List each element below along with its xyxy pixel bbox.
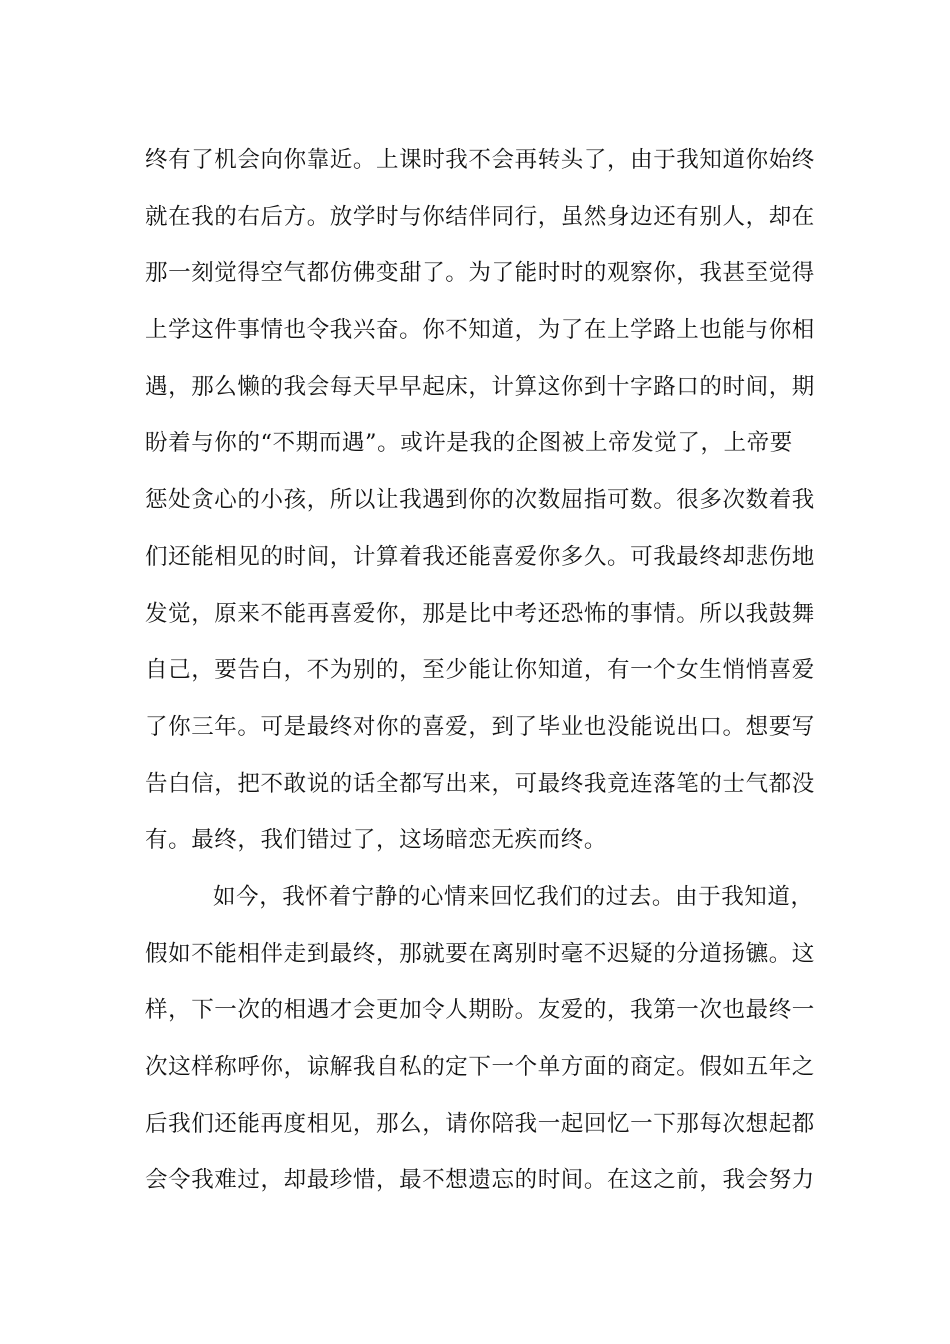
body-text bbox=[145, 132, 815, 1209]
text-line: 终有了机会向你靠近。上课时我不会再转头了，由于我知道你始终 bbox=[145, 147, 815, 173]
text-line: 上学这件事情也令我兴奋。你不知道，为了在上学路上也能与你相 bbox=[145, 317, 815, 344]
text-line: 有。最终，我们错过了，这场暗恋无疾而终。 bbox=[145, 827, 608, 854]
paragraph-start-line: 如今，我怀着宁静的心情来回忆我们的过去。由于我知道， bbox=[213, 883, 814, 910]
text-line: 样，下一次的相遇才会更加令人期盼。友爱的，我第一次也最终一 bbox=[145, 997, 815, 1024]
text-line: 告白信，把不敢说的话全都写出来，可最终我竟连落笔的士气都没 bbox=[145, 770, 815, 797]
text-line: 了你三年。可是最终对你的喜爱，到了毕业也没能说出口。想要写 bbox=[145, 713, 815, 740]
text-line: 就在我的右后方。放学时与你结伴同行，虽然身边还有别人，却在 bbox=[145, 203, 815, 230]
text-line: 发觉，原来不能再喜爱你，那是比中考还恐怖的事情。所以我鼓舞 bbox=[145, 600, 815, 627]
text-line: 们还能相见的时间，计算着我还能喜爱你多久。可我最终却悲伤地 bbox=[145, 543, 815, 570]
text-line: 遇，那么懒的我会每天早早起床，计算这你到十字路口的时间，期 bbox=[145, 373, 815, 400]
text-line: 自己，要告白，不为别的，至少能让你知道，有一个女生悄悄喜爱 bbox=[145, 657, 815, 684]
text-line: 假如不能相伴走到最终，那就要在离别时毫不迟疑的分道扬镳。这 bbox=[145, 940, 815, 967]
text-line: 次这样称呼你，谅解我自私的定下一个单方面的商定。假如五年之 bbox=[145, 1054, 815, 1080]
text-line: 惩处贪心的小孩，所以让我遇到你的次数屈指可数。很多次数着我 bbox=[145, 487, 815, 514]
text-line: 那一刻觉得空气都仿佛变甜了。为了能时时的观察你，我甚至觉得 bbox=[145, 260, 815, 287]
text-line: 后我们还能再度相见，那么，请你陪我一起回忆一下那每次想起都 bbox=[145, 1110, 815, 1137]
text-line: 会令我难过，却最珍惜，最不想遗忘的时间。在这之前，我会努力 bbox=[145, 1167, 815, 1194]
text-line: 盼着与你的“不期而遇”。或许是我的企图被上帝发觉了，上帝要 bbox=[145, 430, 793, 457]
